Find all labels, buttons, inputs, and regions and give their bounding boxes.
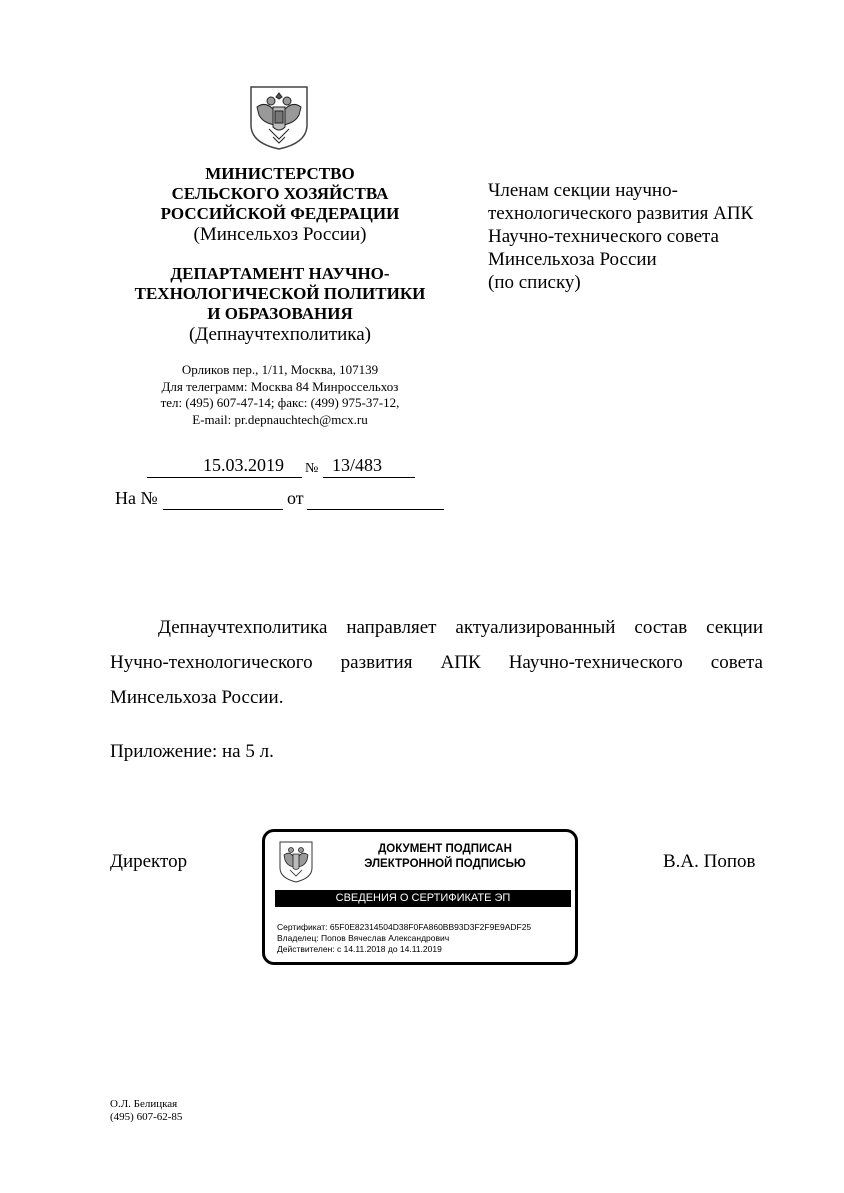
address-line: тел: (495) 607-47-14; факс: (499) 975-37-12, <box>160 395 400 410</box>
certificate-validity: Действителен: с 14.11.2018 до 14.11.2019 <box>277 944 442 954</box>
recipient-line: (по списку) <box>488 272 581 293</box>
ministry-line: РОССИЙСКОЙ ФЕДЕРАЦИИ <box>160 204 400 223</box>
address-line: Орликов пер., 1/11, Москва, 107139 <box>181 362 379 377</box>
electronic-signature-stamp <box>262 829 578 965</box>
document-number: 13/483 <box>332 455 383 475</box>
executor-phone: (495) 607-62-85 <box>110 1111 183 1123</box>
address-block <box>110 362 450 428</box>
ministry-line: СЕЛЬСКОГО ХОЗЯЙСТВА <box>171 184 389 203</box>
from-label: от <box>287 488 304 508</box>
recipient-line: Научно-технического совета <box>488 226 719 247</box>
stamp-title-line: ЭЛЕКТРОННОЙ ПОДПИСЬЮ <box>364 858 526 870</box>
ministry-line: МИНИСТЕРСТВО <box>205 164 355 183</box>
ministry-short-name: (Минсельхоз России) <box>193 224 367 245</box>
address-line: E-mail: pr.depnauchtech@mcx.ru <box>192 411 368 427</box>
department-short-name: (Депнаучтехполитика) <box>188 324 372 345</box>
department-line: ДЕПАРТАМЕНТ НАУЧНО- <box>170 264 390 283</box>
certificate-details <box>277 922 531 955</box>
executor-name: О.Л. Белицкая <box>110 1098 178 1110</box>
recipient-line: Членам секции научно- <box>488 180 678 201</box>
department-line: И ОБРАЗОВАНИЯ <box>207 304 353 323</box>
from-underline <box>307 509 444 510</box>
number-underline <box>323 477 415 478</box>
attachment-note: Приложение: на 5 л. <box>110 741 274 762</box>
number-sign: № <box>305 461 319 476</box>
recipient-block <box>488 179 818 294</box>
reference-label: На № <box>115 488 158 508</box>
department-line: ТЕХНОЛОГИЧЕСКОЙ ПОЛИТИКИ <box>134 284 426 303</box>
signer-name: В.А. Попов <box>663 851 756 872</box>
signer-position: Директор <box>110 851 188 872</box>
recipient-line: технологического развития АПК <box>488 203 754 224</box>
main-paragraph: Депнаучтехполитика направляет актуализированный состав секции Нучно-технологического развития АПК Научно-технического совета Минсельхоза России. <box>110 617 763 708</box>
date-underline <box>147 477 302 478</box>
stamp-title-line: ДОКУМЕНТ ПОДПИСАН <box>378 843 512 855</box>
certificate-info-bar: СВЕДЕНИЯ О СЕРТИФИКАТЕ ЭП <box>275 890 571 907</box>
recipient-line: Минсельхоза России <box>488 249 657 270</box>
coat-of-arms-icon <box>247 85 311 151</box>
document-date: 15.03.2019 <box>203 455 284 475</box>
certificate-owner: Владелец: Попов Вячеслав Александрович <box>277 933 450 943</box>
department-name <box>110 264 450 346</box>
certificate-number: Сертификат: 65F0E82314504D38F0FA860BB93D3F2F9E9ADF25 <box>277 922 532 932</box>
stamp-title <box>325 842 565 872</box>
reference-underline <box>163 509 283 510</box>
ministry-name <box>110 164 450 246</box>
coat-of-arms-icon <box>278 840 314 884</box>
executor-info <box>110 1098 182 1124</box>
address-line: Для телеграмм: Москва 84 Минроссельхоз <box>161 378 399 394</box>
